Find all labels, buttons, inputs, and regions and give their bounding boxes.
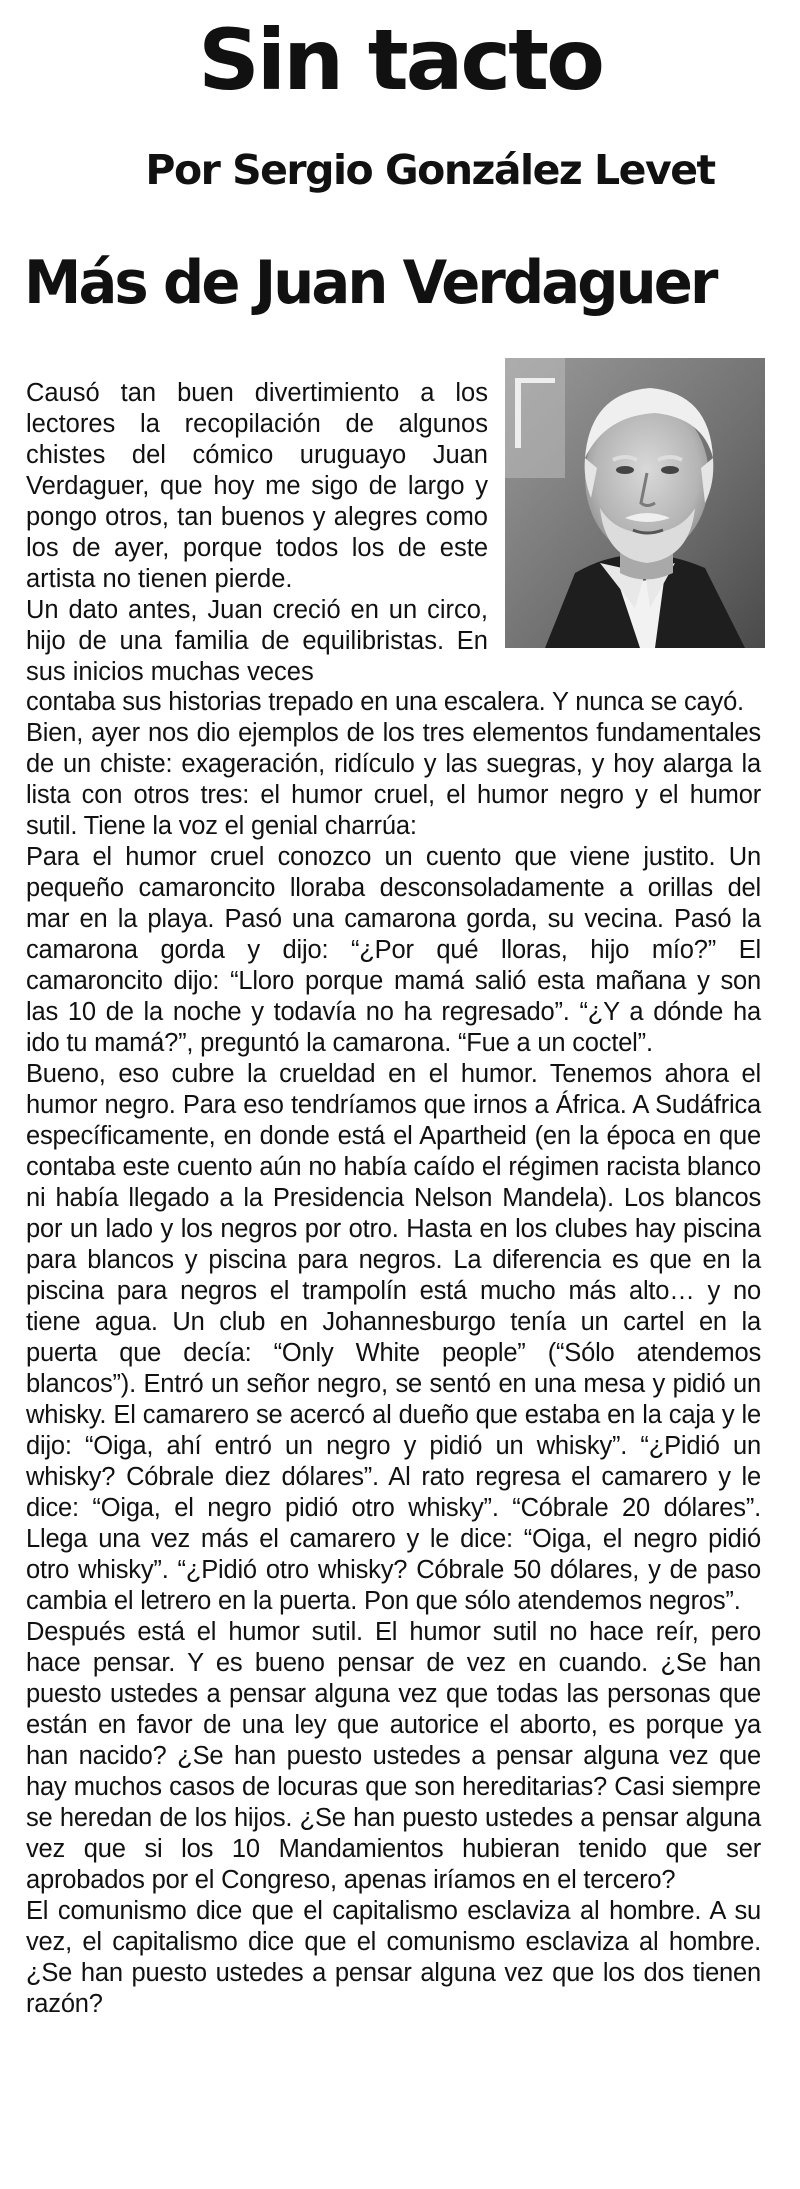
author-photo xyxy=(505,358,765,648)
intro-paragraph: Causó tan buen divertimiento a los lectores la recopilación de algunos chistes del cómico uruguayo Juan Verdaguer, que hoy me sigo de largo y pongo otros, tan buenos y alegres como los de ayer, porque todos los de este artista no tienen pierde. xyxy=(26,379,488,593)
body-paragraph: Bien, ayer nos dio ejemplos de los tres elementos fundamentales de un chiste: exageración, ridículo y las suegras, y hoy alarga la lista con otros tres: el humor cruel, el humor negro y el humor sutil. Tiene la voz el genial charrúa: xyxy=(26,719,761,840)
article-body xyxy=(26,687,761,2020)
intro-paragraph: Un dato antes, Juan creció en un circo, hijo de una familia de equilibristas. En sus inicios muchas veces xyxy=(26,596,488,686)
body-paragraph: contaba sus historias trepado en una escalera. Y nunca se cayó. xyxy=(26,688,744,716)
body-paragraph: Después está el humor sutil. El humor sutil no hace reír, pero hace pensar. Y es bueno pensar de vez en cuando. ¿Se han puesto ustedes a pensar alguna vez que todas las personas que están en favor de una ley que autorice el aborto, es porque ya han nacido? ¿Se han puesto ustedes a pensar alguna vez que hay muchos casos de locuras que son hereditarias? Casi siempre se heredan de los hijos. ¿Se han puesto ustedes a pensar alguna vez que si los 10 Mandamientos hubieran tenido que ser aprobados por el Congreso, apenas iríamos en el tercero? xyxy=(26,1618,761,1894)
body-paragraph: Bueno, eso cubre la crueldad en el humor. Tenemos ahora el humor negro. Para eso tendríamos que irnos a África. A Sudáfrica específicamente, en donde está el Apartheid (en la época en que contaba este cuento aún no había caído el régimen racista blanco ni había llegado a la Presidencia Nelson Mandela). Los blancos por un lado y los negros por otro. Hasta en los clubes hay piscina para blancos y piscina para negros. La diferencia es que en la piscina para negros el trampolín está mucho más alto… y no tiene agua. Un club en Johannesburgo tenía un cartel en la puerta que decía: “Only White people” (“Sólo atendemos blancos”). Entró un señor negro, se sentó en una mesa y pidió un whisky. El camarero se acercó al dueño que estaba en la caja y le dijo: “Oiga, ahí entró un negro y pidió un whisky”. “¿Pidió un whisky? Cóbrale diez dólares”. Al rato regresa el camarero y le dice: “Oiga, el negro pidió otro whisky”. “Cóbrale 20 dólares”. Llega una vez más el camarero y le dice: “Oiga, el negro pidió otro whisky”. “¿Pidió otro whisky? Cóbrale 50 dólares, y de paso cambia el letrero en la puerta. Pon que sólo atendemos negros”. xyxy=(26,1060,761,1615)
body-paragraph: El comunismo dice que el capitalismo esclaviza al hombre. A su vez, el capitalismo dice que el comunismo esclaviza al hombre. ¿Se han puesto ustedes a pensar alguna vez que los dos tienen razón? xyxy=(26,1897,761,2018)
column-title: Sin tacto xyxy=(198,11,602,109)
body-paragraph: Para el humor cruel conozco un cuento que viene justito. Un pequeño camaroncito lloraba desconsoladamente a orillas del mar en la playa. Pasó una camarona gorda, su vecina. Pasó la camarona gorda y dijo: “¿Por qué lloras, hijo mío?” El camaroncito dijo: “Lloro porque mamá salió esta mañana y son las 10 de la noche y todavía no ha regresado”. “¿Y a dónde ha ido tu mamá?”, preguntó la camarona. “Fue a un coctel”. xyxy=(26,843,761,1057)
article-headline: Más de Juan Verdaguer xyxy=(24,248,716,318)
author-portrait-image xyxy=(505,358,765,648)
author-byline: Por Sergio González Levet xyxy=(145,146,715,194)
article-intro xyxy=(26,378,488,688)
